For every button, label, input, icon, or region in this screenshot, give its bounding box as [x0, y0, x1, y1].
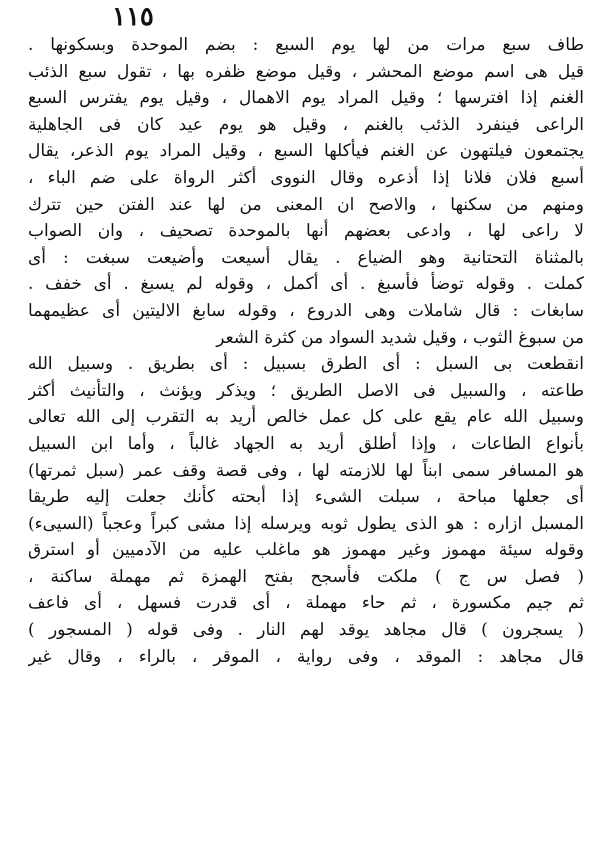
text-line: ( يسجرون ) قال مجاهد يوقد لهم النار . وفى قوله ( المسجور ) — [28, 620, 584, 641]
text-line: بأنواع الطاعات ، وإذا أطلق أريد به الجهاد غالباً ، وأما ابن السبيل — [28, 433, 584, 454]
text-line: ثم جيم مكسورة ، ثم حاء مهملة ، أى قدرت فسهل ، أى فاعف — [28, 593, 584, 614]
text-line: الغنم إذا افترسها ؛ وقيل المراد يوم الاهمال ، وقيل يوم يفترس السبع — [28, 88, 584, 109]
text-line: وقوله سيئة مهموز وغير مهموز هو ماغلب عليه من الآدميين أو استرق — [28, 540, 584, 561]
page-number: ١١٥ — [112, 2, 154, 32]
text-line: كملت . وقوله توضأ فأسبغ . أى أكمل ، وقوله لم يسبغ . أى خفف . — [28, 274, 584, 295]
text-line: قال مجاهد : الموقد ، وفى رواية ، الموقر ، بالراء ، وقال غير — [28, 646, 584, 667]
text-line: يجتمعون فيلتهون عن الغنم فيأكلها السبع ، وقيل المراد يوم الذعر، يقال — [28, 141, 584, 162]
text-line: ومنهم من سكنها ، والاصح ان المعنى من لها عند الفتن حين تترك — [28, 194, 584, 215]
text-line: طاف سبع مرات من لها يوم السبع : بضم الموحدة وبسكونها . — [28, 35, 584, 55]
text-line: بالمثناة التحتانية وهو الضياع . يقال أسيعت وأضيعت سبغت : أى — [28, 247, 584, 268]
text-line: طاعته ، والسبيل فى الاصل الطريق ؛ ويذكر ويؤنث ، والتأنيث أكثر — [28, 380, 584, 401]
text-line: هو المسافر سمى ابناً لها للازمته لها ، وفى قصة وقف عمر (سبل ثمرتها) — [28, 460, 584, 481]
text-body — [28, 32, 584, 670]
text-line: المسبل ازاره : هو الذى يطول ثوبه ويرسله إذا مشى كبراً وعجباً (السيىء) — [28, 513, 584, 534]
text-line: سابغات : قال شاملات وهى الدروع ، وقوله سابغ الاليتين أى عظيمهما — [28, 300, 584, 321]
text-line: قيل هى اسم موضع المحشر ، وقيل موضع ظفره بها ، تقول سبع الذئب — [28, 61, 584, 82]
text-line: وسبيل الله عام يقع على كل عمل خالص أريد به التقرب إلى الله تعالى — [28, 407, 584, 428]
text-line: الراعى فينفرد الذئب بالغنم ، وقيل هو يوم عيد كان فى الجاهلية — [28, 114, 584, 135]
text-line: من سبوغ الثوب ، وقيل شديد السواد من كثرة الشعر — [216, 327, 584, 348]
text-line: أى جعلها مباحة ، سبلت الشىء إذا أبحته كأنك جعلت إليه طريقا — [28, 487, 584, 508]
text-line: أسبع فلان فلانا إذا أذعره وقال النووى أكثر الرواة على ضم الباء ، — [28, 167, 584, 188]
text-line: انقطعت بى السبل : أى الطرق بسبيل : أى بطريق . وسبيل الله — [28, 354, 584, 375]
text-line: لا راعى لها ، وادعى بعضهم أنها بالموحدة تصحيف ، وان الصواب — [28, 221, 584, 242]
text-line: ( فصل س ج ) ملكت فأسجح بفتح الهمزة ثم مهملة ساكنة ، — [28, 566, 584, 587]
